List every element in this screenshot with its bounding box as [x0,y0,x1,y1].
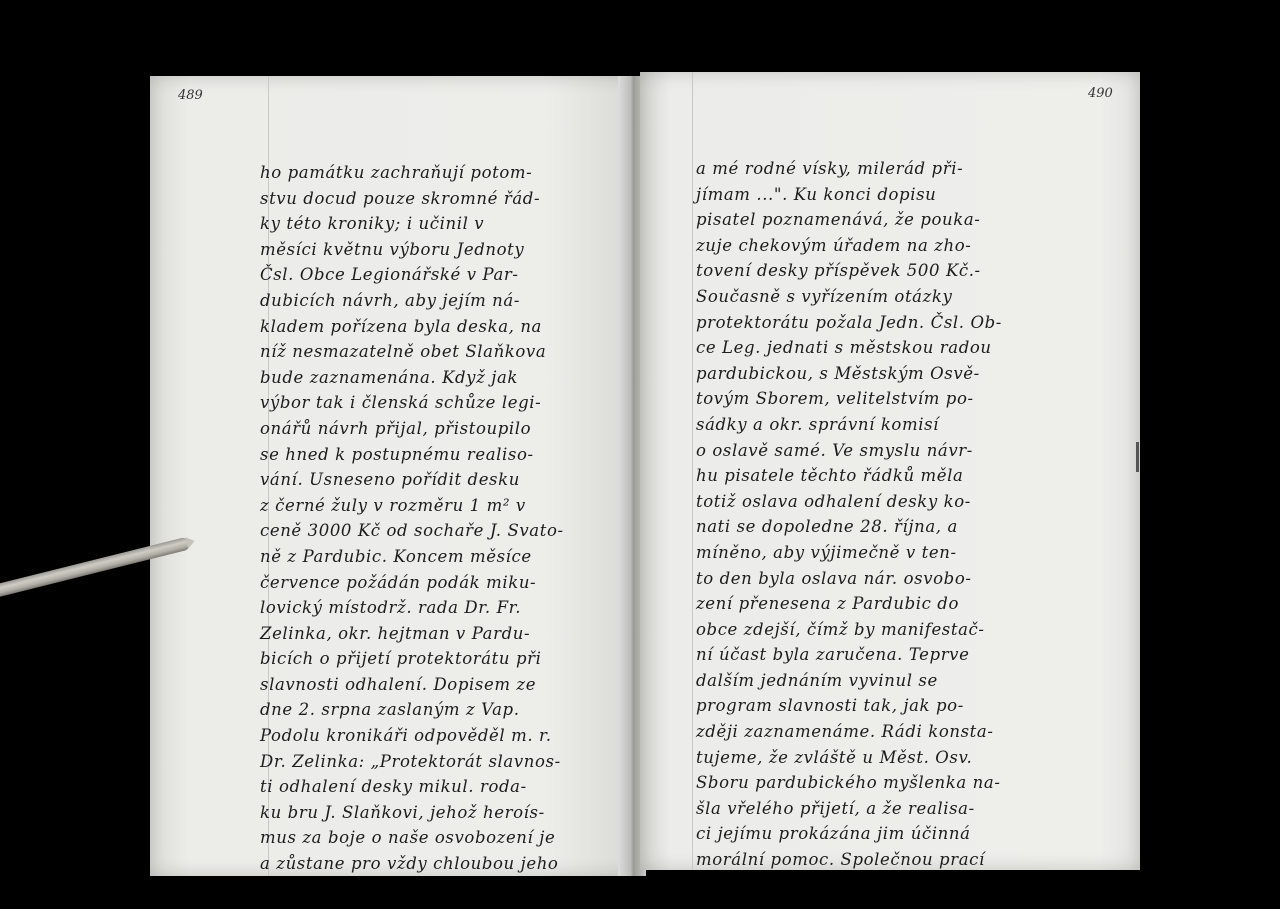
handwritten-line: hu pisatele těchto řádků měla [696,466,964,486]
handwritten-line: Dr. Zelinka: „Protektorát slavnos- [260,751,561,771]
handwritten-line: a mé rodné vísky, milerád při- [696,159,964,178]
right-page-number: 490 [1088,86,1113,101]
handwritten-line: výbor tak i členská schůze legi- [260,393,542,413]
handwritten-line: kladem pořízena byla deska, na [260,316,542,336]
handwritten-line: totiž oslava odhalení desky ko- [696,491,971,511]
right-page [640,72,1140,870]
left-page-text [260,160,564,877]
handwritten-line: jímam ...". Ku konci dopisu [696,184,937,204]
handwritten-line: zení přenesena z Pardubic do [696,594,959,614]
handwritten-line: měsíci květnu výboru Jednoty [260,239,525,259]
handwritten-line: bicích o přijetí protektorátu při [260,649,542,669]
handwritten-line: dalším jednáním vyvinul se [696,670,938,690]
handwritten-line: míněno, aby výjimečně v ten- [696,542,957,562]
handwritten-line: vání. Usneseno pořídit desku [260,470,520,490]
handwritten-line: pisatel poznamenává, že pouka- [696,210,981,230]
handwritten-line: morální pomoc. Společnou prací [696,850,985,870]
handwritten-line: lovický místodrž. rada Dr. Fr. [260,598,522,618]
handwritten-line: pardubickou, s Městským Osvě- [696,363,980,383]
handwritten-line: tujeme, že zvláště u Měst. Osv. [696,747,973,767]
handwritten-line: ceně 3000 Kč od sochaře J. Svato- [260,521,564,541]
handwritten-line: a zůstane pro vždy chloubou jeho [260,854,559,874]
handwritten-line: stvu docud pouze skromné řád- [260,188,541,208]
handwritten-line: Čsl. Obce Legionářské v Par- [260,265,519,285]
handwritten-line: tovení desky příspěvek 500 Kč.- [696,261,981,281]
handwritten-line: bude zaznamenána. Když jak [260,367,518,387]
handwritten-line: sádky a okr. správní komisí [696,414,940,434]
handwritten-line: o oslavě samé. Ve smyslu návr- [696,440,973,460]
handwritten-line: Podolu kronikáři odpověděl m. r. [260,726,552,746]
handwritten-line: z černé žuly v rozměru 1 m² v [260,495,526,515]
page-edge-mark [1136,442,1139,472]
handwritten-line: ní účast byla zaručena. Teprve [696,645,970,665]
handwritten-line: ně z Pardubic. Koncem měsíce [260,546,532,566]
handwritten-line: zději zaznamenáme. Rádi konsta- [696,722,994,742]
handwritten-line: nati se dopoledne 28. října, a [696,517,958,537]
handwritten-line: níž nesmazatelně obet Slaňkova [260,342,547,362]
handwritten-line: program slavnosti tak, jak po- [696,696,964,716]
right-page-text [696,156,1002,873]
handwritten-line: tovým Sborem, velitelstvím po- [696,389,974,409]
handwritten-line: ku bru J. Slaňkovi, jehož heroís- [260,802,545,822]
handwritten-line: dne 2. srpna zaslaným z Vap. [260,700,520,720]
handwritten-line: zuje chekovým úřadem na zho- [696,235,972,255]
handwritten-line: Současně s vyřízením otázky [696,286,953,306]
handwritten-line: ti odhalení desky mikul. roda- [260,777,527,797]
handwritten-line: protektorátu požala Jedn. Čsl. Ob- [696,312,1002,332]
right-margin-rule [692,72,693,870]
handwritten-line: ky této kroniky; i učinil v [260,214,485,234]
left-page-number: 489 [178,88,203,103]
handwritten-line: Zelinka, okr. hejtman v Pardu- [260,623,531,643]
handwritten-line: dubicích návrh, aby jejím ná- [260,290,521,310]
handwritten-line: to den byla oslava nár. osvobo- [696,568,972,588]
handwritten-line: slavnosti odhalení. Dopisem ze [260,674,537,694]
handwritten-line: července požádán podák miku- [260,572,537,592]
handwritten-line: šla vřelého přijetí, a že realisa- [696,798,975,818]
left-page [150,76,645,876]
handwritten-line: ce Leg. jednati s městskou radou [696,338,992,358]
handwritten-line: ci jejímu prokázána jim účinná [696,824,971,844]
handwritten-line: onářů návrh přijal, přistoupilo [260,418,532,438]
handwritten-line: se hned k postupnému realiso- [260,444,534,464]
handwritten-line: mus za boje o naše osvobození je [260,828,556,848]
handwritten-line: ho památku zachraňují potom- [260,163,533,182]
handwritten-line: obce zdejší, čímž by manifestač- [696,619,985,639]
handwritten-line: Sboru pardubického myšlenka na- [696,773,1001,793]
